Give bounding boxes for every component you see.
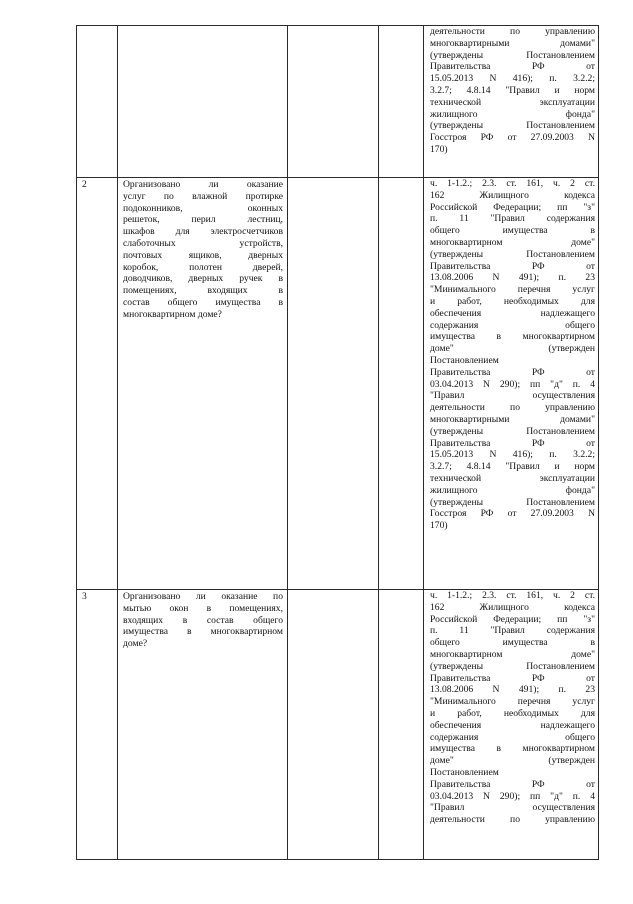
reference-text-line: 162 Жилищного кодекса — [430, 601, 595, 613]
reference-text-line: 13.08.2006 N 491); п. 23 — [430, 272, 595, 284]
reference-text-line: деятельности по управлению — [430, 402, 595, 414]
row-number: 3 — [82, 591, 87, 602]
question-text-line: коробок, полотен дверей, — [123, 261, 283, 273]
reference-text-line: 03.04.2013 N 290); пп "д" п. 4 — [430, 378, 595, 390]
reference-text-line: "Минимального перечня услуг — [430, 696, 595, 708]
reference-text-line: деятельности по управлению — [430, 26, 595, 37]
reference-text-line: п. 11 "Правил содержания — [430, 625, 595, 637]
reference-text-line: Постановлением — [430, 354, 499, 366]
table-row — [77, 26, 599, 178]
reference-text-line: Правительства РФ от — [430, 61, 595, 73]
row-number: 2 — [82, 179, 87, 190]
reference-text-line: 15.05.2013 N 416); п. 3.2.2; — [430, 449, 595, 461]
legal-reference-cell — [424, 26, 599, 178]
reference-text-line: 3.2.7; 4.8.14 "Правил и норм — [430, 84, 595, 96]
question-text-line: входящих в состав общего — [123, 614, 283, 626]
reference-text-line: (утверждены Постановлением — [430, 49, 595, 61]
reference-text-line: доме" (утвержден — [430, 755, 595, 767]
table-row — [77, 590, 599, 860]
reference-text-line: Правительства РФ от — [430, 778, 595, 790]
question-text-line: мытью окон в помещениях, — [123, 602, 283, 614]
question-cell — [118, 178, 288, 590]
question-text-line: подоконников, оконных — [123, 202, 283, 214]
row-number-cell — [77, 26, 118, 178]
question-text-line: услуг по влажной протирке — [123, 190, 283, 202]
question-text-line: помещениях, входящих в — [123, 285, 283, 297]
question-text-line: доме? — [123, 638, 148, 650]
reference-text-line: многоквартирном доме" — [430, 236, 595, 248]
reference-text-line: содержания общего — [430, 731, 595, 743]
question-text-line: слаботочных устройств, — [123, 237, 283, 249]
answer-yes-cell — [288, 26, 379, 178]
reference-text-line: имущества в многоквартирном — [430, 743, 595, 755]
reference-text-line: Правительства РФ от — [430, 366, 595, 378]
reference-text-line: обеспечения надлежащего — [430, 307, 595, 319]
answer-no-cell — [379, 26, 424, 178]
reference-text-line: технической эксплуатации — [430, 96, 595, 108]
question-text-line: Организовано ли оказание по — [123, 591, 283, 602]
reference-text-line: п. 11 "Правил содержания — [430, 213, 595, 225]
question-text-line: почтовых ящиков, дверных — [123, 249, 283, 261]
reference-text-line: общего имущества в — [430, 225, 595, 237]
reference-text-line: "Правил осуществления — [430, 802, 595, 814]
reference-text-line: общего имущества в — [430, 637, 595, 649]
reference-text-line: Правительства РФ от — [430, 437, 595, 449]
reference-text-line: 3.2.7; 4.8.14 "Правил и норм — [430, 461, 595, 473]
question-text-line: шкафов для электросчетчиков — [123, 226, 283, 238]
reference-text-line: деятельности по управлению — [430, 814, 595, 826]
reference-text-line: обеспечения надлежащего — [430, 719, 595, 731]
legal-reference-cell — [424, 178, 599, 590]
reference-text-line: "Правил осуществления — [430, 390, 595, 402]
reference-text-line: (утверждены Постановлением — [430, 425, 595, 437]
question-cell — [118, 590, 288, 860]
question-text-line: многоквартирном доме? — [123, 308, 222, 320]
reference-text-line: ч. 1-1.2.; 2.3. ст. 161, ч. 2 ст. — [430, 178, 595, 189]
reference-text-line: ч. 1-1.2.; 2.3. ст. 161, ч. 2 ст. — [430, 590, 595, 601]
reference-text-line: многоквартирными домами" — [430, 413, 595, 425]
reference-text-line: и работ, необходимых для — [430, 707, 595, 719]
checklist-table — [76, 25, 599, 860]
reference-text-line: жилищного фонда" — [430, 484, 595, 496]
reference-text-line: (утверждены Постановлением — [430, 120, 595, 132]
reference-text-line: Российской Федерации; пп "з" — [430, 201, 595, 213]
row-number-cell — [77, 178, 118, 590]
reference-text-line: 03.04.2013 N 290); пп "д" п. 4 — [430, 790, 595, 802]
reference-text-line: доме" (утвержден — [430, 343, 595, 355]
reference-text-line: Российской Федерации; пп "з" — [430, 613, 595, 625]
answer-yes-cell — [288, 178, 379, 590]
table-row — [77, 178, 599, 590]
reference-text-line: "Минимального перечня услуг — [430, 284, 595, 296]
question-text-line: состав общего имущества в — [123, 296, 283, 308]
reference-text-line: Правительства РФ от — [430, 260, 595, 272]
question-cell — [118, 26, 288, 178]
reference-text-line: (утверждены Постановлением — [430, 248, 595, 260]
reference-text-line: 15.05.2013 N 416); п. 3.2.2; — [430, 73, 595, 85]
reference-text-line: жилищного фонда" — [430, 108, 595, 120]
row-number-cell — [77, 590, 118, 860]
question-text-line: имущества в многоквартирном — [123, 626, 283, 638]
answer-no-cell — [379, 590, 424, 860]
reference-text-line: многоквартирными домами" — [430, 37, 595, 49]
reference-text-line: многоквартирном доме" — [430, 648, 595, 660]
answer-no-cell — [379, 178, 424, 590]
reference-text-line: 162 Жилищного кодекса — [430, 189, 595, 201]
reference-text-line: Правительства РФ от — [430, 672, 595, 684]
reference-text-line: Госстроя РФ от 27.09.2003 N — [430, 132, 595, 144]
reference-text-line: 170) — [430, 143, 448, 155]
reference-text-line: и работ, необходимых для — [430, 295, 595, 307]
reference-text-line: Госстроя РФ от 27.09.2003 N — [430, 508, 595, 520]
reference-text-line: (утверждены Постановлением — [430, 496, 595, 508]
question-text-line: решеток, перил лестниц, — [123, 214, 283, 226]
reference-text-line: 170) — [430, 520, 448, 532]
reference-text-line: технической эксплуатации — [430, 472, 595, 484]
reference-text-line: 13.08.2006 N 491); п. 23 — [430, 684, 595, 696]
reference-text-line: содержания общего — [430, 319, 595, 331]
legal-reference-cell — [424, 590, 599, 860]
reference-text-line: (утверждены Постановлением — [430, 660, 595, 672]
question-text-line: доводчиков, дверных ручек в — [123, 273, 283, 285]
question-text-line: Организовано ли оказание — [123, 179, 283, 190]
reference-text-line: имущества в многоквартирном — [430, 331, 595, 343]
answer-yes-cell — [288, 590, 379, 860]
reference-text-line: Постановлением — [430, 766, 499, 778]
